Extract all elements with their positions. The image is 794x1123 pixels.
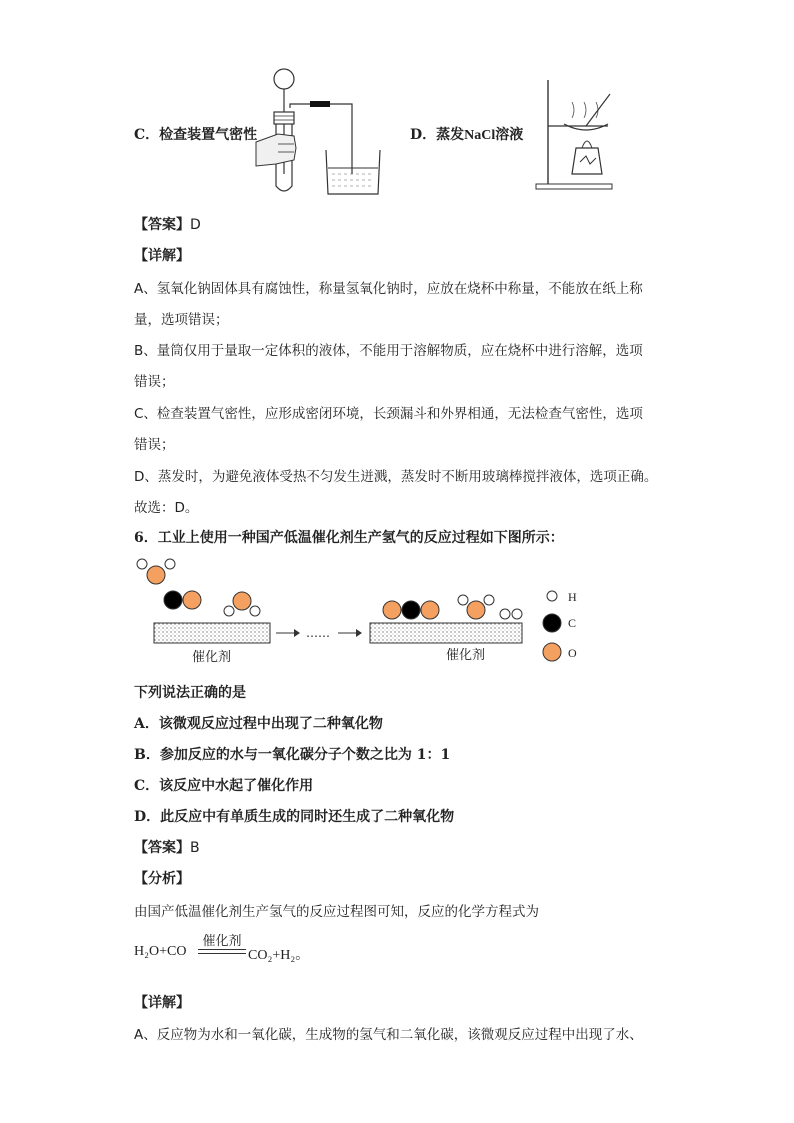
- q5-detail-line: B、量筒仅用于量取一定体积的液体，不能用于溶解物质，应在烧杯中进行溶解，选项: [134, 343, 643, 359]
- hydrogen-atom: [224, 606, 234, 616]
- q5-detail-line: D、蒸发时，为避免液体受热不匀发生迸溅，蒸发时不断用玻璃棒搅拌液体，选项正确。: [134, 469, 658, 485]
- q5-detail-line: 量，选项错误；: [134, 312, 229, 328]
- oxygen-atom: [147, 566, 165, 584]
- equation-line-top: [198, 949, 246, 950]
- catalyst-label: 催化剂: [446, 648, 486, 663]
- catalyst-label: 催化剂: [192, 650, 232, 665]
- hydrogen-atom: [250, 606, 260, 616]
- legend-label: H: [568, 590, 577, 604]
- q5-detail-line: 故选：D。: [134, 500, 199, 516]
- oxygen-atom: [383, 601, 401, 619]
- q5-detail-line: 错误；: [134, 374, 175, 390]
- oxygen-atom: [183, 591, 201, 609]
- q6-detail-tag: 【详解】: [134, 995, 190, 1011]
- chemical-equation-rhs: CO₂+H₂。: [248, 948, 310, 963]
- hydrogen-atom: [512, 609, 522, 619]
- q5-detail-tag: 【详解】: [134, 248, 190, 264]
- legend-carbon-icon: [543, 614, 561, 632]
- q5-answer: 【答案】D: [134, 217, 201, 233]
- reaction-process-diagram: [130, 555, 600, 665]
- oxygen-atom: [467, 601, 485, 619]
- oxygen-atom: [233, 592, 251, 610]
- catalyst-bar: [154, 623, 270, 643]
- carbon-atom: [164, 591, 182, 609]
- q6-option-a: A．该微观反应过程中出现了二种氧化物: [134, 716, 383, 732]
- q5-detail-line: A、氢氧化钠固体具有腐蚀性，称量氢氧化钠时，应放在烧杯中称量，不能放在纸上称: [134, 281, 643, 297]
- ellipsis-text: ……: [306, 626, 330, 640]
- hydrogen-atom: [458, 595, 468, 605]
- chemical-equation-lhs: H₂O+CO: [134, 944, 187, 959]
- option-c-label: C．检查装置气密性: [134, 127, 258, 143]
- legend-hydrogen-icon: [547, 591, 557, 601]
- legend-label: O: [568, 646, 577, 660]
- hydrogen-atom: [484, 595, 494, 605]
- q6-option-c: C．该反应中水起了催化作用: [134, 778, 314, 794]
- catalyst-bar: [370, 623, 522, 643]
- airtightness-apparatus-figure: [248, 64, 384, 198]
- hydrogen-atom: [500, 609, 510, 619]
- q5-detail-line: C、检查装置气密性，应形成密闭环境，长颈漏斗和外界相通，无法检查气密性，选项: [134, 406, 643, 422]
- carbon-atom: [402, 601, 420, 619]
- q6-answer: 【答案】B: [134, 840, 200, 856]
- hydrogen-atom: [165, 559, 175, 569]
- q6-analysis-tag: 【分析】: [134, 871, 190, 887]
- option-d-label: D．蒸发NaCl溶液: [410, 127, 524, 143]
- q6-analysis-text: 由国产低温催化剂生产氢气的反应过程图可知，反应的化学方程式为: [134, 904, 539, 920]
- q6-option-d: D．此反应中有单质生成的同时还生成了二种氧化物: [134, 809, 455, 825]
- q6-prompt: 下列说法正确的是: [134, 685, 246, 701]
- legend-oxygen-icon: [543, 643, 561, 661]
- equation-condition: 催化剂: [202, 934, 242, 949]
- q6-option-b: B．参加反应的水与一氧化碳分子个数之比为 1：1: [134, 747, 451, 763]
- oxygen-atom: [421, 601, 439, 619]
- q6-detail-line: A、反应物为水和一氧化碳，生成物的氢气和二氧化碳，该微观反应过程中出现了水、: [134, 1027, 643, 1043]
- q6-stem: 6．工业上使用一种国产低温催化剂生产氢气的反应过程如下图所示：: [134, 530, 564, 546]
- hydrogen-atom: [137, 559, 147, 569]
- equation-line-bottom: [198, 953, 246, 954]
- evaporation-apparatus-figure: [528, 74, 618, 192]
- legend-label: C: [568, 616, 577, 630]
- q5-detail-line: 错误；: [134, 437, 175, 453]
